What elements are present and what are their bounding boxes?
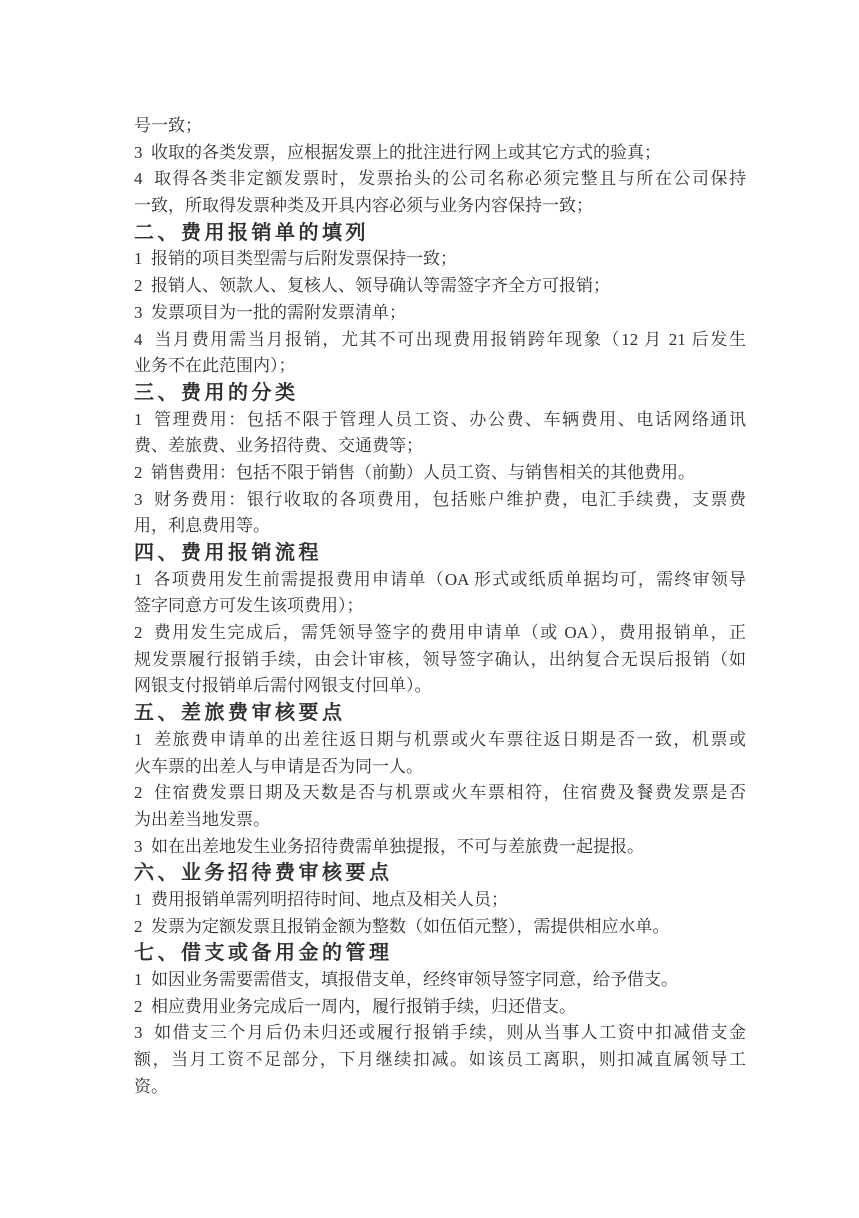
document-line: 3 财务费用：银行收取的各项费用，包括账户维护费，电汇手续费，支票费 <box>134 489 746 509</box>
document-line: 3 发票项目为一批的需附发票清单； <box>134 302 406 322</box>
document-line: 为出差当地发票。 <box>134 809 270 829</box>
document-line: 1 各项费用发生前需提报费用申请单（OA 形式或纸质单据均可，需终审领导 <box>134 569 746 589</box>
document-line: 1 管理费用：包括不限于管理人员工资、办公费、车辆费用、电话网络通讯 <box>134 409 746 429</box>
section-heading: 二、费用报销单的填列 <box>134 221 369 244</box>
document-line: 签字同意方可发生该项费用）； <box>134 596 364 616</box>
document-line: 1 差旅费申请单的出差往返日期与机票或火车票往返日期是否一致，机票或 <box>134 729 746 749</box>
section-heading: 六、业务招待费审核要点 <box>134 862 393 885</box>
document-line: 1 如因业务需要需借支，填报借支单，经终审领导签字同意，给予借支。 <box>134 970 678 989</box>
document-line: 3 如在出差地发生业务招待费需单独提报，不可与差旅费一起提报。 <box>134 836 644 856</box>
document-line: 用，利息费用等。 <box>134 516 270 536</box>
section-heading: 三、费用的分类 <box>134 381 299 404</box>
document-line: 2 住宿费发票日期及天数是否与机票或火车票相符，住宿费及餐费发票是否 <box>134 783 746 803</box>
document-line: 2 费用发生完成后，需凭领导签字的费用申请单（或 OA），费用报销单，正 <box>134 623 746 643</box>
section-heading: 四、费用报销流程 <box>134 542 322 564</box>
section-heading: 五、差旅费审核要点 <box>134 702 346 725</box>
document-line: 2 相应费用业务完成后一周内，履行报销手续，归还借支。 <box>134 996 576 1016</box>
document-line: 2 报销人、领款人、复核人、领导确认等需签字齐全方可报销； <box>134 276 610 296</box>
document-line: 业务不在此范围内）； <box>134 356 296 376</box>
document-line: 一致，所取得发票种类及开具内容必须与业务内容保持一致； <box>134 196 593 216</box>
document-line: 1 费用报销单需列明招待时间、地点及相关人员； <box>134 889 508 909</box>
document-line: 费、差旅费、业务招待费、交通费等； <box>134 436 423 456</box>
document-line: 资。 <box>134 1076 168 1096</box>
document-line: 3 如借支三个月后仍未归还或履行报销手续，则从当事人工资中扣减借支金 <box>134 1023 746 1043</box>
document-line: 额，当月工资不足部分，下月继续扣减。如该员工离职，则扣减直属领导工 <box>134 1050 746 1070</box>
document-line: 火车票的出差人与申请是否为同一人。 <box>134 756 423 776</box>
document-text-block <box>134 113 746 1100</box>
document-line: 网银支付报销单后需付网银支付回单）。 <box>134 676 432 696</box>
section-heading: 七、借支或备用金的管理 <box>134 942 393 965</box>
document-line: 规发票履行报销手续，由会计审核，领导签字确认，出纳复合无误后报销（如 <box>134 649 746 669</box>
document-line: 2 发票为定额发票且报销金额为整数（如伍佰元整），需提供相应水单。 <box>134 916 670 936</box>
document-line: 2 销售费用：包括不限于销售（前勤）人员工资、与销售相关的其他费用。 <box>134 462 695 482</box>
document-line: 4 取得各类非定额发票时，发票抬头的公司名称必须完整且与所在公司保持 <box>134 169 746 189</box>
document-line: 4 当月费用需当月报销，尤其不可出现费用报销跨年现象（12 月 21 后发生 <box>134 329 746 349</box>
document-line: 3 收取的各类发票，应根据发票上的批注进行网上或其它方式的验真； <box>134 142 661 162</box>
document-line: 号一致； <box>134 116 202 135</box>
document-line: 1 报销的项目类型需与后附发票保持一致； <box>134 249 457 269</box>
